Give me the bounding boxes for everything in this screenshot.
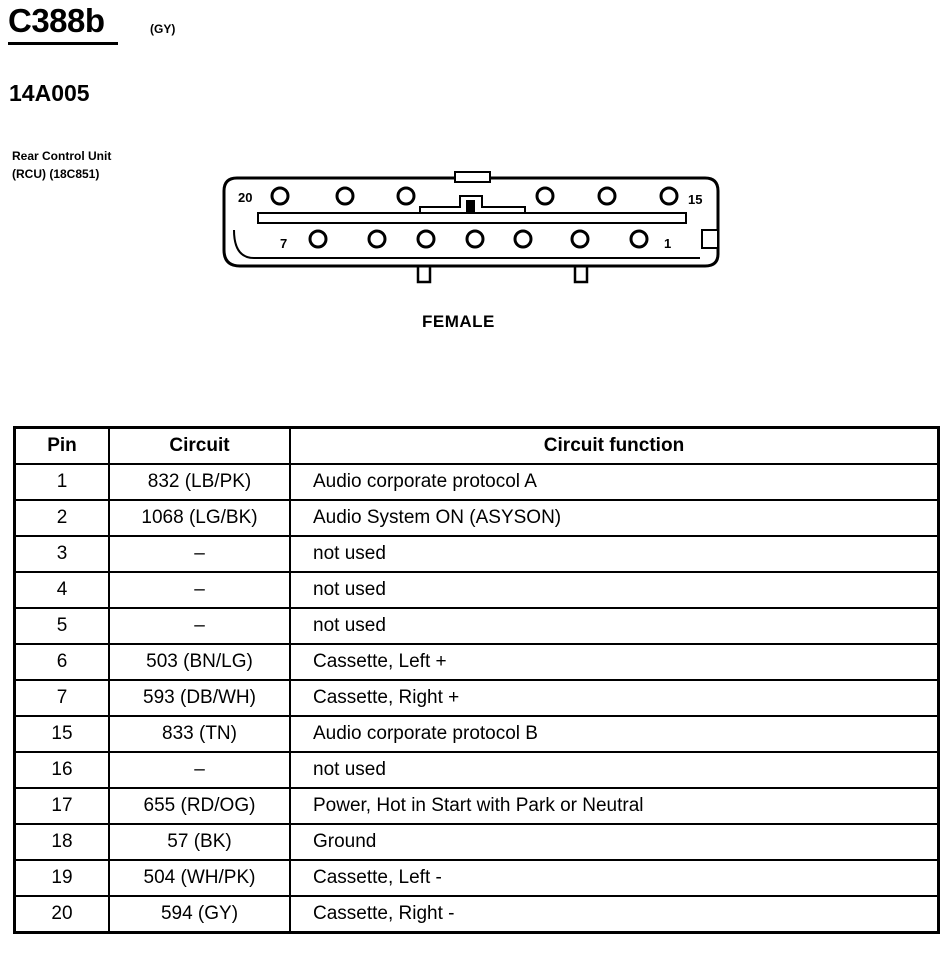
pin-cell: 7 <box>15 680 110 716</box>
connector-peg-left <box>418 266 430 282</box>
function-cell: not used <box>290 536 939 572</box>
cavity-20 <box>272 188 288 204</box>
connector-divider-bar <box>258 213 686 223</box>
circuit-cell: 655 (RD/OG) <box>109 788 290 824</box>
pin-label-15: 15 <box>688 192 703 207</box>
pin-cell: 15 <box>15 716 110 752</box>
function-cell: Cassette, Left - <box>290 860 939 896</box>
circuit-cell: 504 (WH/PK) <box>109 860 290 896</box>
pin-cell: 3 <box>15 536 110 572</box>
pin-cell: 2 <box>15 500 110 536</box>
circuit-cell: 57 (BK) <box>109 824 290 860</box>
unit-name-line1: Rear Control Unit <box>12 149 112 163</box>
pin-cell: 6 <box>15 644 110 680</box>
pin-cell: 16 <box>15 752 110 788</box>
pin-cell: 18 <box>15 824 110 860</box>
cavity-6 <box>369 231 385 247</box>
function-cell: Cassette, Left + <box>290 644 939 680</box>
function-cell: not used <box>290 608 939 644</box>
connector-view-label: FEMALE <box>422 312 495 331</box>
circuit-cell: – <box>109 752 290 788</box>
circuit-cell: 1068 (LG/BK) <box>109 500 290 536</box>
cavity-3 <box>515 231 531 247</box>
table-row <box>15 788 939 824</box>
cavity-19 <box>337 188 353 204</box>
bottom-row-cavities <box>310 231 647 247</box>
pin-cell: 20 <box>15 896 110 933</box>
cavity-15 <box>661 188 677 204</box>
table-row <box>15 500 939 536</box>
pin-table-header-row <box>15 428 939 465</box>
connector-id: C388b <box>8 2 105 39</box>
function-cell: Ground <box>290 824 939 860</box>
table-row <box>15 752 939 788</box>
pin-label-20: 20 <box>238 190 253 205</box>
connector-top-key <box>455 172 490 182</box>
connector-peg-right <box>575 266 587 282</box>
function-cell: Audio corporate protocol B <box>290 716 939 752</box>
cavity-18 <box>398 188 414 204</box>
pin-label-1: 1 <box>664 236 672 251</box>
table-row <box>15 896 939 933</box>
table-row <box>15 644 939 680</box>
cavity-17 <box>537 188 553 204</box>
circuit-cell: 503 (BN/LG) <box>109 644 290 680</box>
circuit-cell: 594 (GY) <box>109 896 290 933</box>
circuit-cell: 832 (LB/PK) <box>109 464 290 500</box>
cavity-2 <box>572 231 588 247</box>
function-cell: Cassette, Right - <box>290 896 939 933</box>
table-row <box>15 860 939 896</box>
connector-side-tab <box>702 230 718 248</box>
part-number: 14A005 <box>9 80 90 106</box>
cavity-5 <box>418 231 434 247</box>
table-row <box>15 608 939 644</box>
circuit-cell: 833 (TN) <box>109 716 290 752</box>
circuit-cell: – <box>109 536 290 572</box>
table-row <box>15 824 939 860</box>
pin-table <box>13 426 940 934</box>
table-row <box>15 572 939 608</box>
table-row <box>15 680 939 716</box>
unit-name-line2: (RCU) (18C851) <box>12 167 100 181</box>
connector-color: (GY) <box>150 22 176 36</box>
table-row <box>15 464 939 500</box>
circuit-column-header: Circuit <box>109 428 290 465</box>
pin-cell: 1 <box>15 464 110 500</box>
pin-column-header: Pin <box>15 428 110 465</box>
function-cell: not used <box>290 752 939 788</box>
circuit-cell: – <box>109 572 290 608</box>
table-row <box>15 536 939 572</box>
pin-cell: 17 <box>15 788 110 824</box>
circuit-cell: – <box>109 608 290 644</box>
connector-face-diagram <box>0 0 951 310</box>
cavity-16 <box>599 188 615 204</box>
function-cell: Audio corporate protocol A <box>290 464 939 500</box>
table-row <box>15 716 939 752</box>
pin-cell: 4 <box>15 572 110 608</box>
connector-latch-slot <box>466 200 475 213</box>
function-cell: Audio System ON (ASYSON) <box>290 500 939 536</box>
pin-cell: 5 <box>15 608 110 644</box>
circuit-cell: 593 (DB/WH) <box>109 680 290 716</box>
pin-cell: 19 <box>15 860 110 896</box>
function-column-header: Circuit function <box>290 428 939 465</box>
function-cell: not used <box>290 572 939 608</box>
cavity-7 <box>310 231 326 247</box>
function-cell: Power, Hot in Start with Park or Neutral <box>290 788 939 824</box>
function-cell: Cassette, Right + <box>290 680 939 716</box>
pin-label-7: 7 <box>280 236 288 251</box>
cavity-4 <box>467 231 483 247</box>
cavity-1 <box>631 231 647 247</box>
